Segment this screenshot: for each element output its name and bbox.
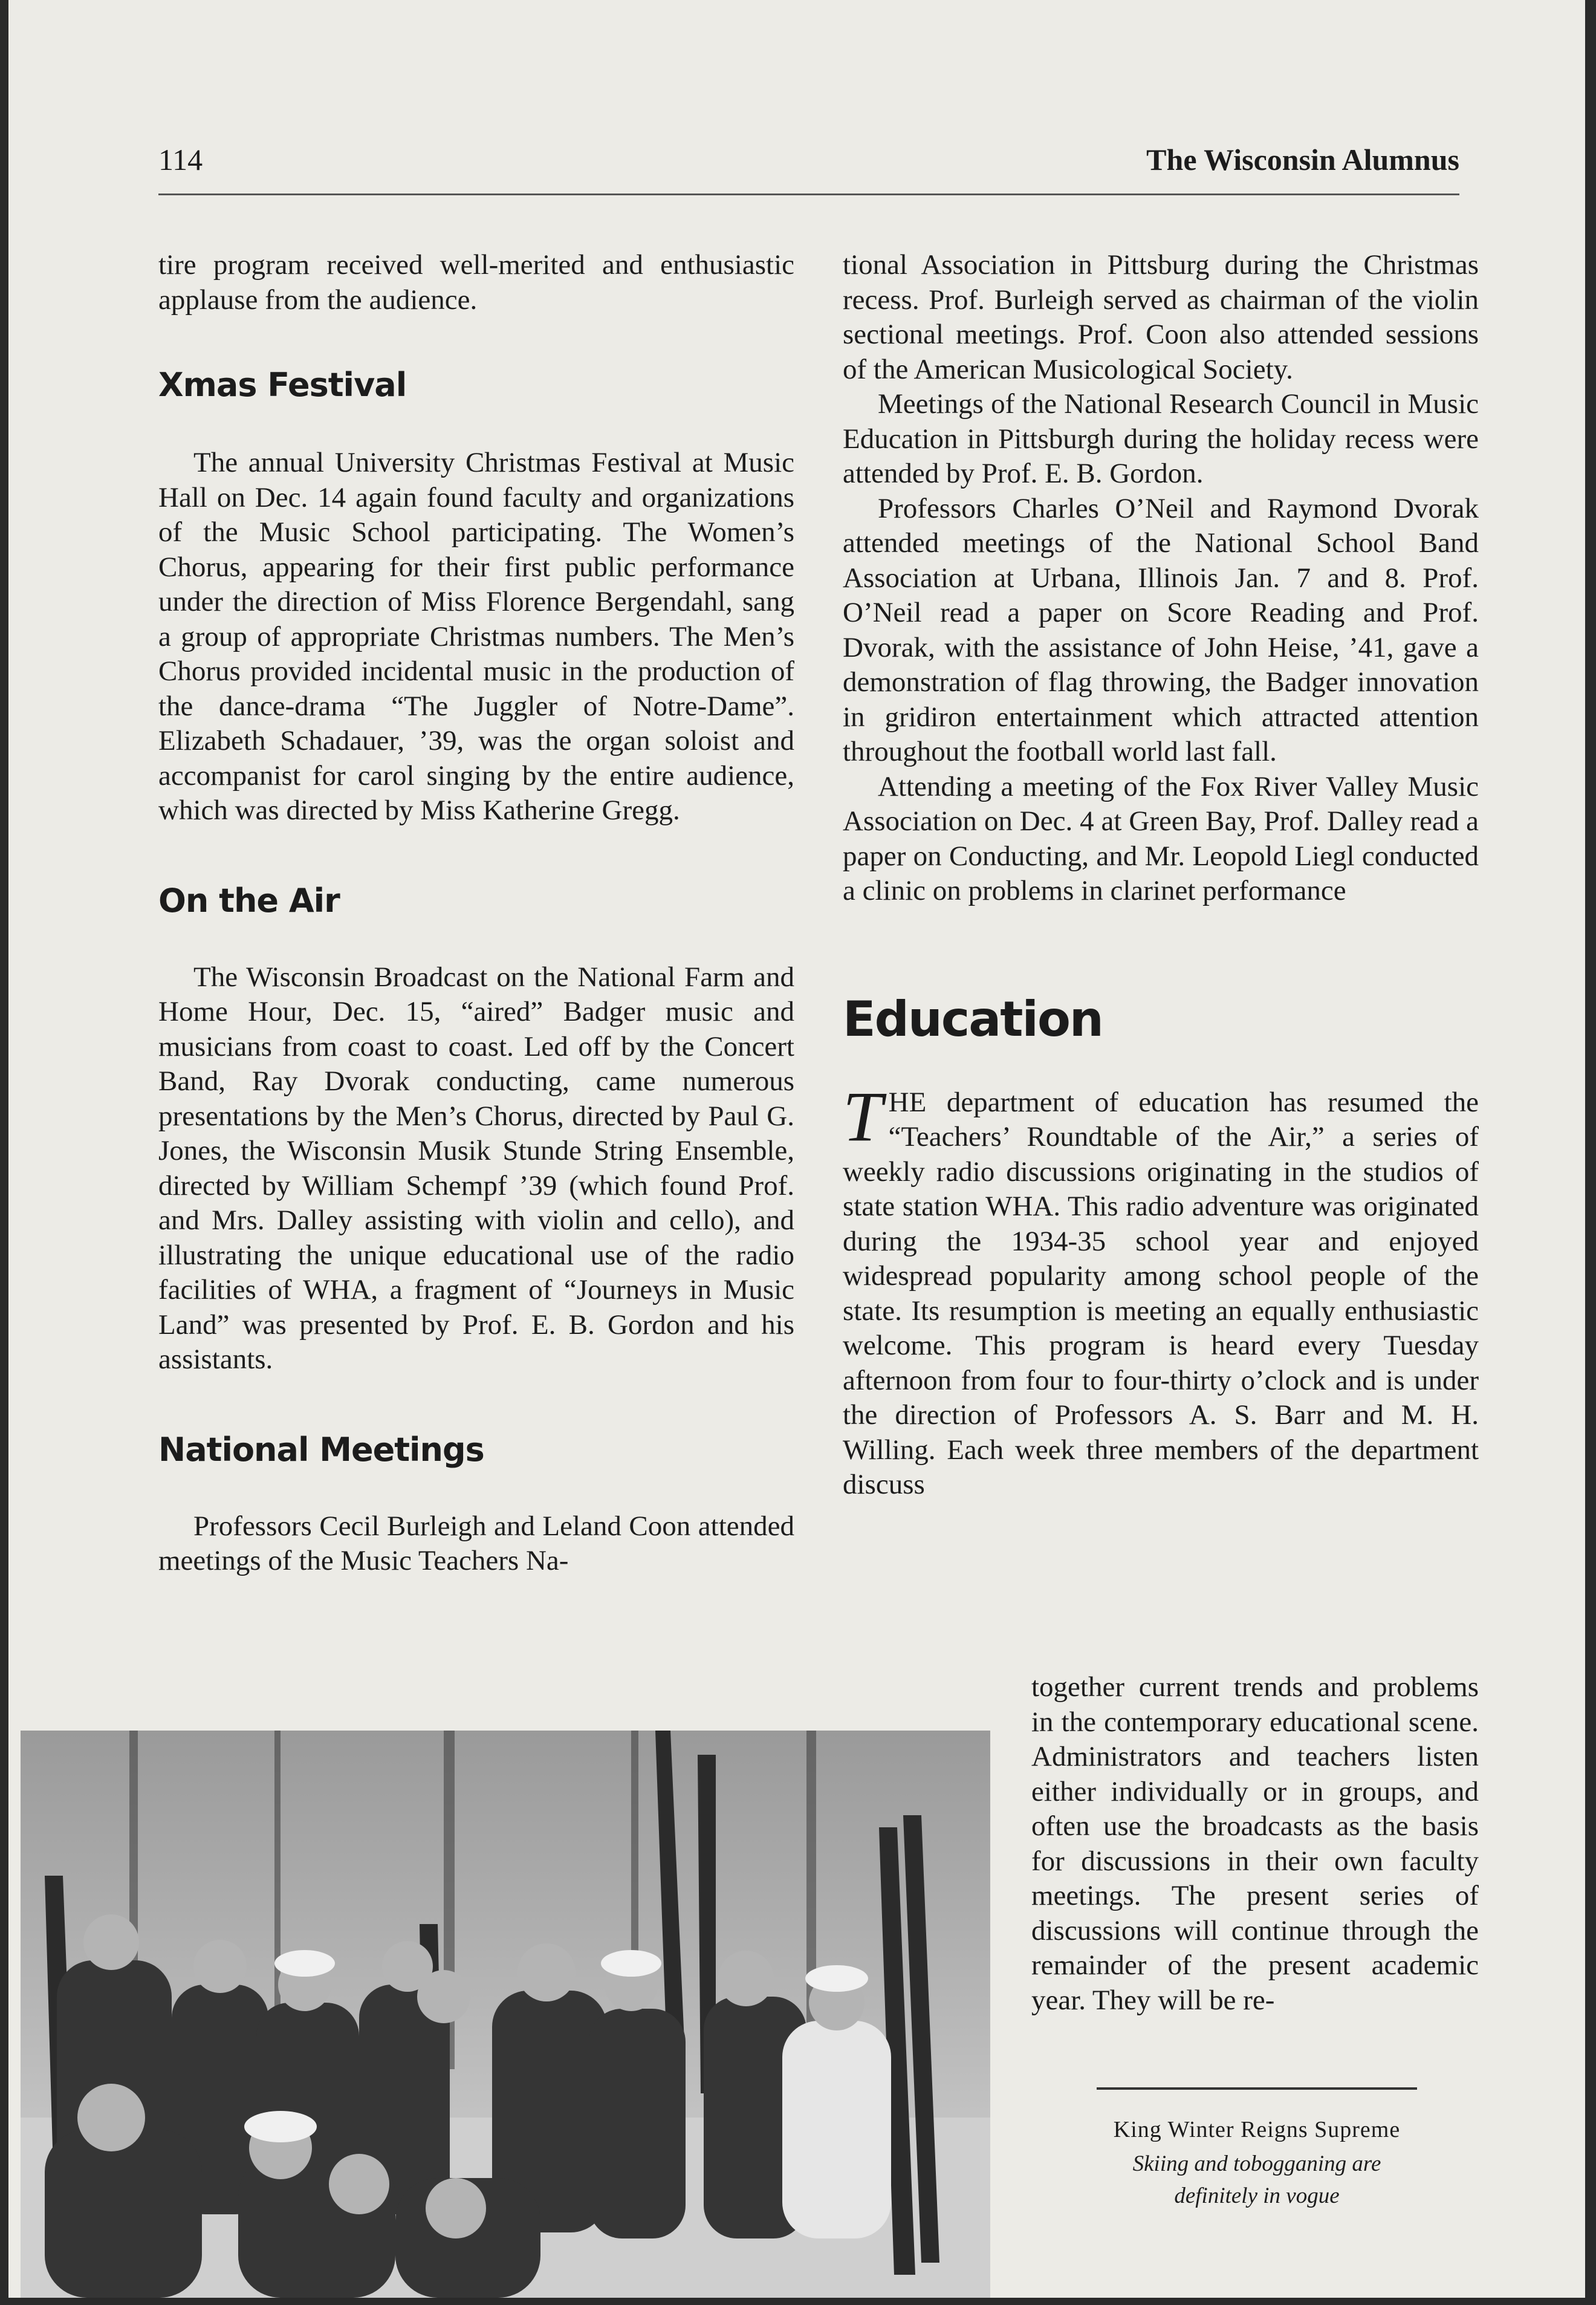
paragraph-national-meetings: Professors Cecil Burleigh and Leland Coon attended meetings of the Music Teachers Na- [158, 1510, 794, 1576]
photo-caption-subtitle-line1: Skiing and tobogganing are [1132, 2151, 1381, 2176]
heading-xmas-festival: Xmas Festival [158, 366, 407, 404]
paragraph-meetings-continued: tional Association in Pittsburg during the Christmas recess. Prof. Burleigh served as chairman of the violin sectional meetings. Prof. Coon also attended sessions of the American Musicological Society. [843, 249, 1479, 385]
paragraph-xmas-festival: The annual University Christmas Festival at Music Hall on Dec. 14 again found faculty and organizations of the Music School participating. The Women’s Chorus, appearing for their first public performance under the direction of Miss Florence Bergendahl, sang a group of appropriate Christmas numbers. The Men’s Chorus provided incidental music in the production of the dance-drama “The Juggler of Notre-Dame”. Elizabeth Schadauer, ’39, was the organ soloist and accompanist for carol singing by the entire audience, which was directed by Miss Katherine Gregg. [158, 447, 794, 826]
skiing-group-photo [21, 1731, 990, 2298]
magazine-page [8, 0, 1585, 2298]
left-column [158, 248, 794, 1579]
page-header [158, 142, 1459, 197]
photo-illustration [21, 1731, 990, 2298]
paragraph-on-the-air: The Wisconsin Broadcast on the National Farm and Home Hour, Dec. 15, “aired” Badger music and musicians from coast to coast. Led off by the Concert Band, Ray Dvorak conducting, came numerous presentations by the Men’s Chorus, directed by Paul G. Jones, the Wisconsin Musik Stunde String Ensemble, directed by William Schempf ’39 (which found Prof. and Mrs. Dalley assisting with violin and cello), and illustrating the unique educational use of the radio facilities of WHA, a fragment of “Journeys in Music Land” was presented by Prof. E. B. Gordon and his assistants. [158, 961, 794, 1375]
running-title: The Wisconsin Alumnus [1146, 143, 1459, 177]
paragraph-education-text: HE department of education has resumed the “Teachers’ Roundtable of the Air,” a series of weekly radio discussions originating in the studios of state station WHA. This radio adventure was originated during the 1934-35 school year and enjoyed widespread popularity among school people of the state. Its resumption is meeting an equally enthusiastic welcome. This program is heard every Tuesday afternoon from four to four-thirty o’clock and is under the direction of Professors A. S. Barr and M. H. Willing. Each week three members of the department discuss [843, 1086, 1479, 1500]
drop-cap: T [843, 1076, 883, 1156]
page-number: 114 [158, 143, 203, 177]
paragraph-education-continued: together current trends and problems in the contemporary educational scene. Administrators and teachers listen either individually or in groups, and often use the broadcasts as the basis for discussions in their own faculty meetings. The present series of discussions will continue through the remainder of the present academic year. They will be re- [1031, 1671, 1479, 2016]
paragraph-education [843, 1076, 1479, 1503]
paragraph-band-association: Professors Charles O’Neil and Raymond Dvorak attended meetings of the National School Band Association at Urbana, Illinois Jan. 7 and 8. Prof. O’Neil read a paper on Score Reading and Prof. Dvorak, with the assistance of John Heise, ’41, gave a demonstration of flag throwing, the Badger innovation in gridiron entertainment which attracted attention throughout the football world last fall. [843, 492, 1479, 767]
heading-national-meetings: National Meetings [158, 1430, 484, 1469]
header-rule [158, 193, 1459, 195]
caption-rule [1097, 2087, 1417, 2090]
photo-caption-subtitle-line2: definitely in vogue [1174, 2183, 1340, 2208]
heading-on-the-air: On the Air [158, 881, 340, 920]
paragraph-research-council: Meetings of the National Research Council in Music Education in Pittsburgh during the holiday recess were attended by Prof. E. B. Gordon. [843, 388, 1479, 489]
paragraph-fox-river: Attending a meeting of the Fox River Valley Music Association on Dec. 4 at Green Bay, Prof. Dalley read a paper on Conducting, and Mr. Leopold Liegl conducted a clinic on problems in clarinet performance [843, 770, 1479, 906]
photo-caption-title: King Winter Reigns Supreme [1113, 2117, 1401, 2142]
paragraph-continuation: tire program received well-merited and enthusiastic applause from the audience. [158, 249, 794, 316]
right-column [843, 248, 1479, 1503]
section-title-education: Education [843, 990, 1103, 1047]
